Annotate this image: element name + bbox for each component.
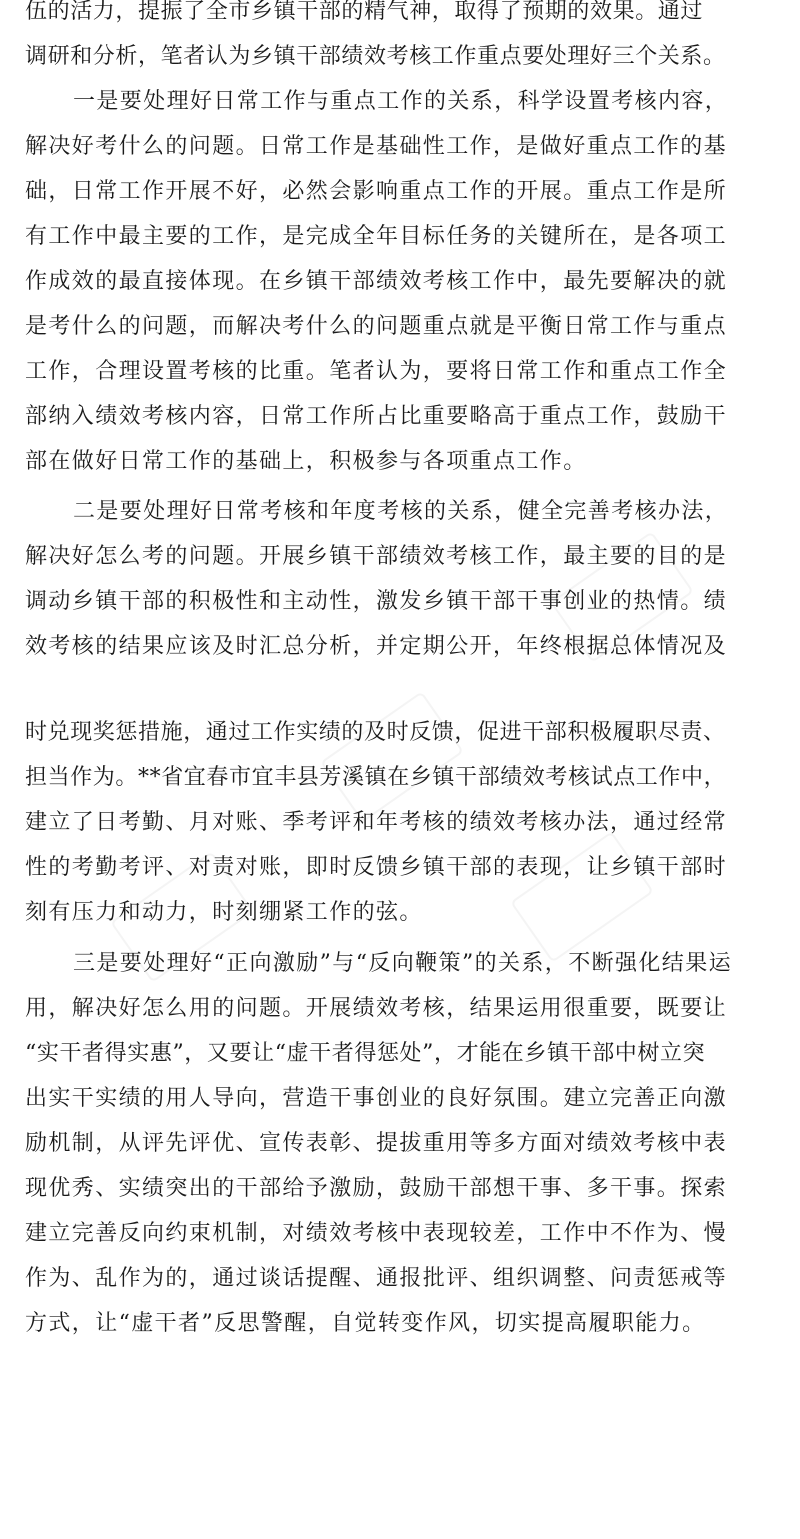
paragraph-1 <box>25 79 775 484</box>
text-line: 现优秀、实绩突出的干部给予激励，鼓励干部想干事、多干事。探索 <box>25 1176 728 1201</box>
text-line: 建立完善反向约束机制，对绩效考核中表现较差，工作中不作为、慢 <box>25 1221 728 1246</box>
text-line: 部纳入绩效考核内容，日常工作所占比重要略高于重点工作，鼓励干 <box>25 404 728 429</box>
text-line: 方式，让“虚干者”反思警醒，自觉转变作风，切实提高履职能力。 <box>25 1311 706 1336</box>
text-line: “实干者得实惠”，又要让“虚干者得惩处”，才能在乡镇干部中树立突 <box>25 1041 706 1066</box>
text-line: 工作，合理设置考核的比重。笔者认为，要将日常工作和重点工作全 <box>25 359 728 384</box>
text-line: 时兑现奖惩措施，通过工作实绩的及时反馈，促进干部积极履职尽责、 <box>25 720 726 745</box>
text-line: 二是要处理好日常考核和年度考核的关系，健全完善考核办法， <box>73 499 729 524</box>
text-line: 出实干实绩的用人导向，营造干事创业的良好氛围。建立完善正向激 <box>25 1086 728 1111</box>
text-line: 解决好考什么的问题。日常工作是基础性工作，是做好重点工作的基 <box>25 134 728 159</box>
text-line: 调研和分析，笔者认为乡镇干部绩效考核工作重点要处理好三个关系。 <box>25 44 726 69</box>
text-line: 用，解决好怎么用的问题。开展绩效考核，结果运用很重要，既要让 <box>25 996 728 1021</box>
text-line: 励机制，从评先评优、宣传表彰、提拔重用等多方面对绩效考核中表 <box>25 1131 728 1156</box>
text-line: 三是要处理好“正向激励”与“反向鞭策”的关系，不断强化结果运 <box>73 951 732 976</box>
text-line: 刻有压力和动力，时刻绷紧工作的弦。 <box>25 900 423 925</box>
text-line: 础，日常工作开展不好，必然会影响重点工作的开展。重点工作是所 <box>25 179 728 204</box>
text-line: 调动乡镇干部的积极性和主动性，激发乡镇干部干事创业的热情。绩 <box>25 589 728 614</box>
text-line: 伍的活力，提振了全市乡镇干部的精气神，取得了预期的效果。通过 <box>25 0 704 24</box>
text-line: 性的考勤考评、对责对账，即时反馈乡镇干部的表现，让乡镇干部时 <box>25 855 728 880</box>
text-line: 是考什么的问题，而解决考什么的问题重点就是平衡日常工作与重点 <box>25 314 728 339</box>
text-line: 有工作中最主要的工作，是完成全年目标任务的关键所在，是各项工 <box>25 224 728 249</box>
paragraph-2 <box>25 489 775 669</box>
text-line: 部在做好日常工作的基础上，积极参与各项重点工作。 <box>25 449 587 474</box>
paragraph-intro <box>25 0 775 79</box>
text-line: 一是要处理好日常工作与重点工作的关系，科学设置考核内容， <box>73 89 729 114</box>
text-line: 作为、乱作为的，通过谈话提醒、通报批评、组织调整、问责惩戒等 <box>25 1266 728 1291</box>
paragraph-2-continued <box>25 710 775 935</box>
text-line: 担当作为。**省宜春市宜丰县芳溪镇在乡镇干部绩效考核试点工作中， <box>25 765 727 790</box>
text-line: 作成效的最直接体现。在乡镇干部绩效考核工作中，最先要解决的就 <box>25 269 728 294</box>
text-line: 效考核的结果应该及时汇总分析，并定期公开，年终根据总体情况及 <box>25 634 728 659</box>
text-line: 解决好怎么考的问题。开展乡镇干部绩效考核工作，最主要的目的是 <box>25 544 728 569</box>
paragraph-3 <box>25 941 775 1346</box>
text-line: 建立了日考勤、月对账、季考评和年考核的绩效考核办法，通过经常 <box>25 810 728 835</box>
